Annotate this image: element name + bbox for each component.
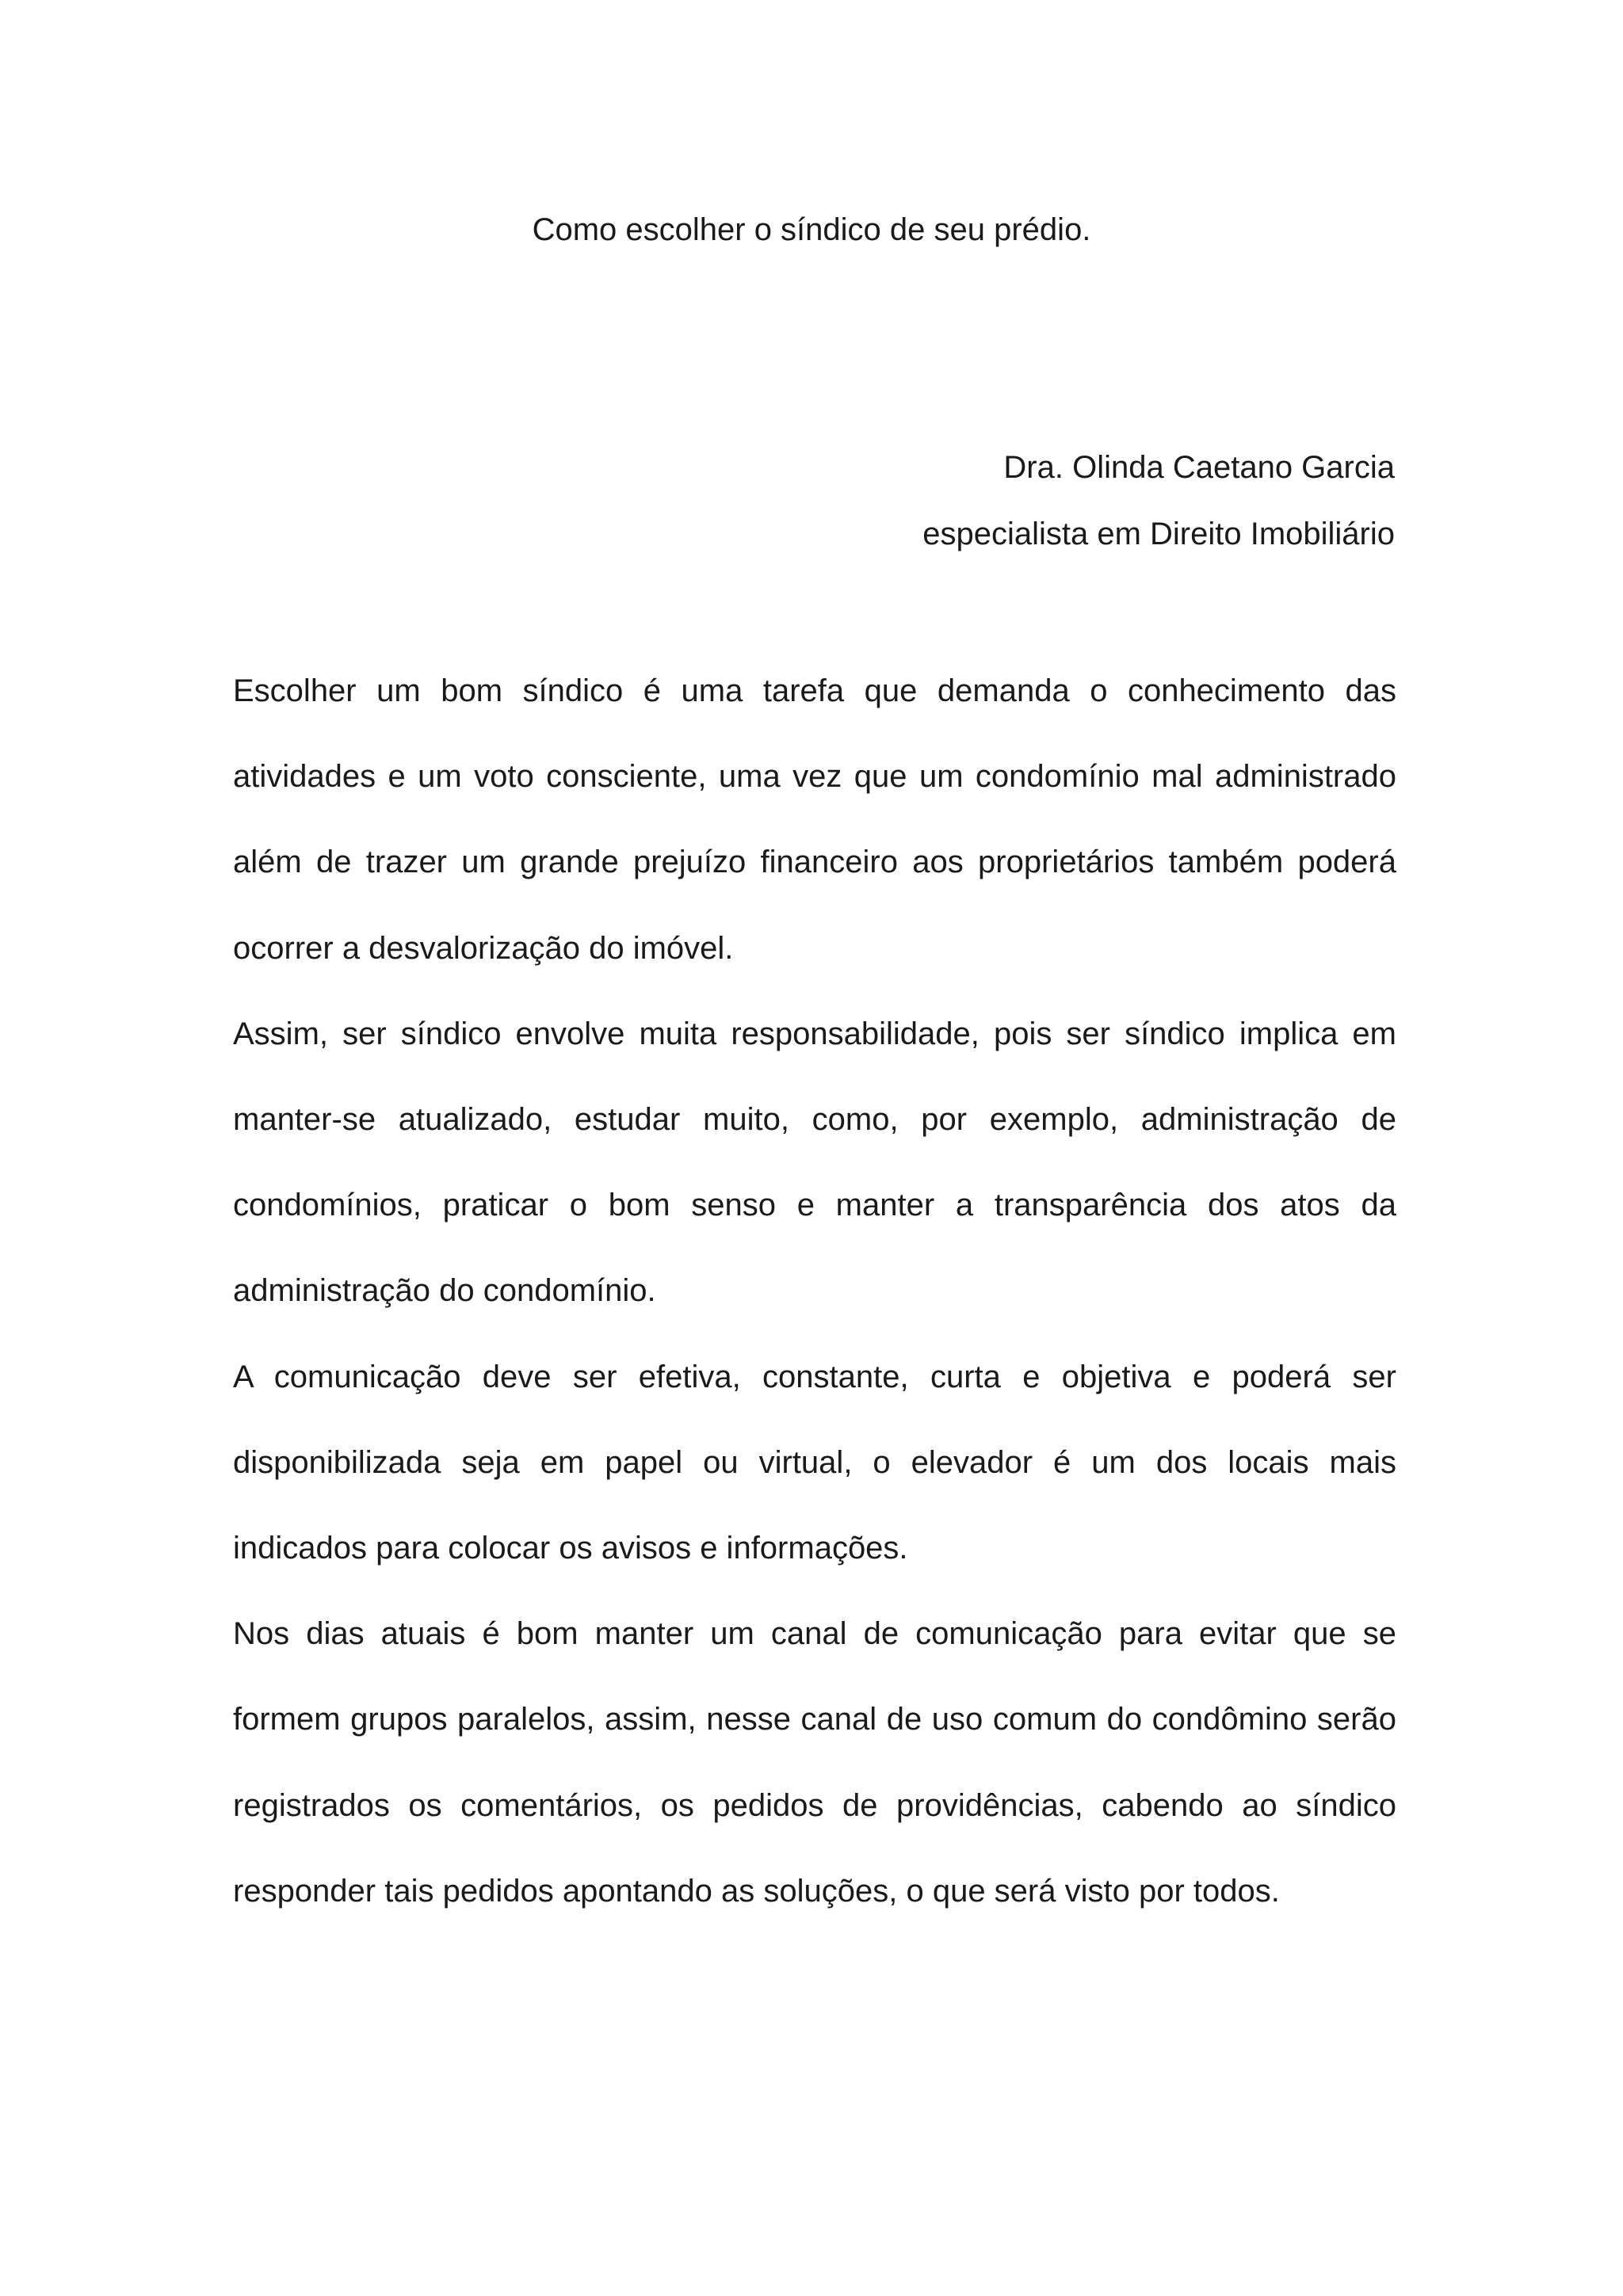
paragraph-2: Assim, ser síndico envolve muita responsabilidade, pois ser síndico implica em manter-se atualizado, estudar muito, como, por exemplo, administração de condomínios, praticar o bom senso e manter a transparência dos atos da administração do condomínio. — [233, 1016, 1396, 1309]
document-title: Como escolher o síndico de seu prédio. — [532, 212, 1091, 247]
paragraph-1: Escolher um bom síndico é uma tarefa que demanda o conhecimento das atividades e um voto consciente, uma vez que um condomínio mal administrado além de trazer um grande prejuízo financeiro aos proprietários também poderá ocorrer a desvalorização do imóvel. — [233, 673, 1396, 966]
author-name: Dra. Olinda Caetano Garcia — [1003, 450, 1395, 485]
paragraph-3: A comunicação deve ser efetiva, constante, curta e objetiva e poderá ser disponibilizada seja em papel ou virtual, o elevador é um dos locais mais indicados para colocar os avisos e informações. — [233, 1359, 1396, 1566]
document-body — [233, 648, 1396, 1934]
author-role: especialista em Direito Imobiliário — [922, 517, 1395, 551]
paragraph-4: Nos dias atuais é bom manter um canal de comunicação para evitar que se formem grupos paralelos, assim, nesse canal de uso comum do condômino serão registrados os comentários, os pedidos de providências, cabendo ao síndico responder tais pedidos apontando as soluções, o que será visto por todos. — [233, 1616, 1396, 1909]
author-block — [922, 434, 1395, 567]
